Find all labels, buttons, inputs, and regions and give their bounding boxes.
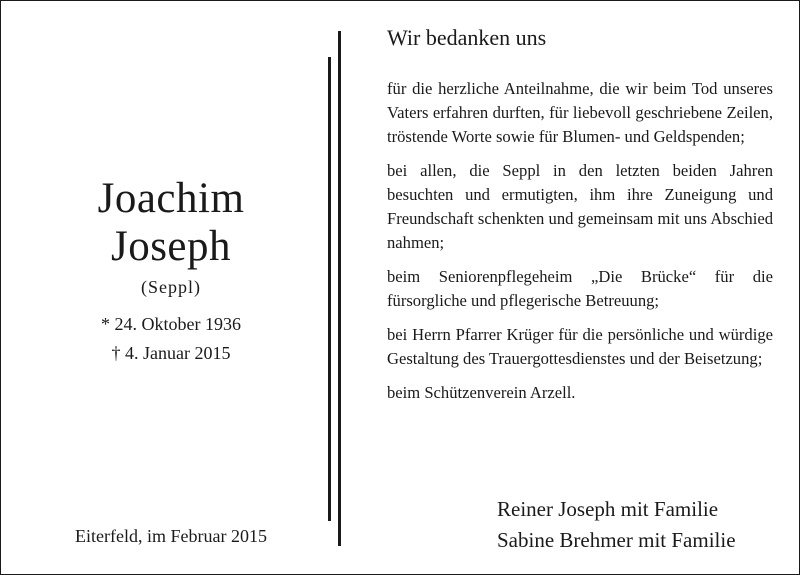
thanks-heading: Wir bedanken uns — [387, 25, 547, 50]
thanks-paragraphs — [387, 77, 773, 415]
death-date: † 4. Januar 2015 — [111, 343, 231, 363]
place-and-date: Eiterfeld, im Februar 2015 — [75, 526, 267, 546]
deceased-panel — [1, 1, 341, 574]
thanks-paragraph: bei Herrn Pfarrer Krüger für die persönliche und würdige Gestaltung des Trauergottesdienstes und der Beisetzung; — [387, 325, 773, 368]
signature-line: Reiner Joseph mit Familie — [497, 497, 719, 521]
nickname: (Seppl) — [141, 277, 201, 297]
divider-line-short — [328, 57, 331, 521]
divider-line-long — [338, 31, 341, 546]
thanks-paragraph: beim Seniorenpflegeheim „Die Brücke“ für die fürsorgliche und pflegerische Betreuung; — [387, 267, 773, 310]
birth-date: * 24. Oktober 1936 — [101, 314, 241, 334]
signature-line: Sabine Brehmer mit Familie — [497, 528, 736, 552]
thanks-paragraph: bei allen, die Seppl in den letzten beiden Jahren besuchten und ermutigten, ihm ihre Zuneigung und Freundschaft schenkten und gemeinsam mit uns Abschied nahmen; — [387, 161, 773, 252]
thanks-paragraph: beim Schützenverein Arzell. — [387, 383, 576, 402]
thanks-paragraph: für die herzliche Anteilnahme, die wir beim Tod unseres Vaters erfahren durften, für liebevoll geschriebene Zeilen, tröstende Worte sowie für Blumen- und Geldspenden; — [387, 79, 773, 146]
last-name: Joseph — [110, 223, 232, 270]
first-name: Joachim — [97, 175, 245, 222]
